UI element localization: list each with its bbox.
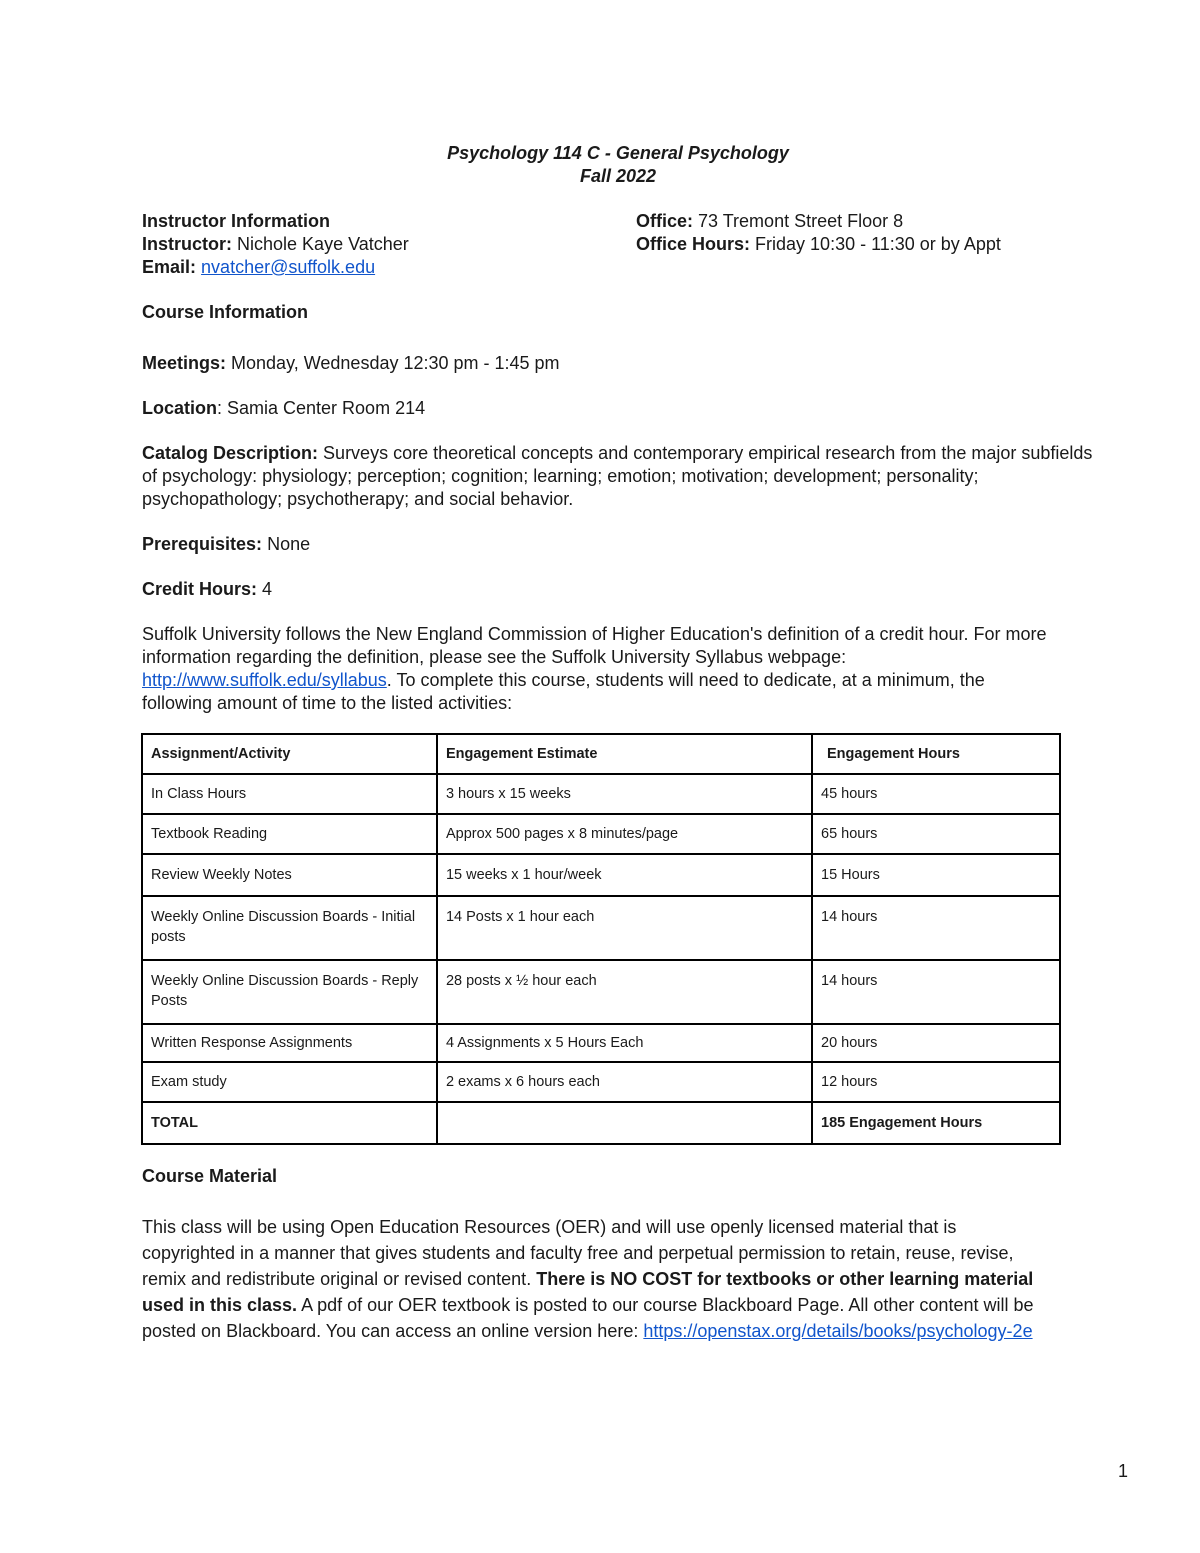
openstax-link[interactable]: https://openstax.org/details/books/psychology-2e	[643, 1321, 1033, 1341]
table-cell: Approx 500 pages x 8 minutes/page	[437, 814, 812, 854]
table-cell: 14 Posts x 1 hour each	[437, 896, 812, 960]
prerequisites-value: None	[267, 534, 311, 554]
prerequisites-label: Prerequisites:	[142, 534, 263, 554]
table-cell: 15 weeks x 1 hour/week	[437, 854, 812, 896]
table-cell: 2 exams x 6 hours each	[437, 1062, 812, 1102]
credit-hours-line	[142, 578, 272, 601]
credit-hour-policy	[142, 623, 1047, 715]
location-value: : Samia Center Room 214	[217, 398, 426, 418]
material-section-heading: Course Material	[142, 1166, 278, 1186]
table-row	[142, 1062, 1060, 1102]
credit-policy-text-1: Suffolk University follows the New England Commission of Higher Education's definition of a credit hour. For more information regarding the definition, please see the Suffolk University Syllabus webpage:	[142, 624, 1047, 667]
meetings-label: Meetings:	[142, 353, 227, 373]
table-row	[142, 854, 1060, 896]
table-cell: Written Response Assignments	[142, 1024, 437, 1062]
material-text-2: A pdf of our OER textbook is posted to our course Blackboard Page. All other content will be posted on Blackboard. You can access an online version here:	[142, 1295, 1034, 1341]
catalog-text: Surveys core theoretical concepts and contemporary empirical research from the major subfields of psychology: physiology; perception; cognition; learning; emotion; motivation; development; personality; psychopathology; psychotherapy; and social behavior.	[142, 443, 1093, 509]
office-value: 73 Tremont Street Floor 8	[698, 211, 904, 231]
office-label: Office:	[636, 211, 694, 231]
email-label: Email:	[142, 257, 197, 277]
total-estimate-cell	[437, 1102, 812, 1144]
meetings-value: Monday, Wednesday 12:30 pm - 1:45 pm	[231, 353, 560, 373]
credit-hours-label: Credit Hours:	[142, 579, 258, 599]
table-header-cell: Engagement Estimate	[437, 734, 812, 774]
table-header-row	[142, 734, 1060, 774]
table-cell: 45 hours	[812, 774, 1060, 814]
table-cell: 28 posts x ½ hour each	[437, 960, 812, 1024]
location-label: Location	[142, 398, 217, 418]
table-row	[142, 774, 1060, 814]
material-paragraph	[142, 1214, 1042, 1344]
table-cell: 3 hours x 15 weeks	[437, 774, 812, 814]
table-row	[142, 1024, 1060, 1062]
email-line	[142, 256, 375, 279]
total-hours-cell: 185 Engagement Hours	[812, 1102, 1060, 1144]
catalog-label: Catalog Description:	[142, 443, 319, 463]
table-cell: 65 hours	[812, 814, 1060, 854]
document-title: Psychology 114 C - General Psychology	[447, 143, 789, 163]
table-cell: 4 Assignments x 5 Hours Each	[437, 1024, 812, 1062]
table-cell: Exam study	[142, 1062, 437, 1102]
table-header-cell: Engagement Hours	[812, 734, 1060, 774]
table-cell: Review Weekly Notes	[142, 854, 437, 896]
meetings-line	[142, 352, 560, 375]
table-cell: 12 hours	[812, 1062, 1060, 1102]
document-term: Fall 2022	[579, 166, 657, 186]
table-cell: Weekly Online Discussion Boards - Reply Posts	[142, 960, 437, 1024]
email-link[interactable]: nvatcher@suffolk.edu	[201, 257, 376, 277]
syllabus-link[interactable]: http://www.suffolk.edu/syllabus	[142, 670, 387, 690]
material-bold-text: There is NO COST for textbooks or other learning material used in this class.	[142, 1269, 1034, 1315]
location-line	[142, 397, 425, 420]
office-hours-value: Friday 10:30 - 11:30 or by Appt	[755, 234, 1001, 254]
table-cell: Textbook Reading	[142, 814, 437, 854]
table-cell: Weekly Online Discussion Boards - Initial posts	[142, 896, 437, 960]
catalog-description	[142, 442, 1107, 511]
table-cell: 14 hours	[812, 960, 1060, 1024]
credit-policy-text-2: . To complete this course, students will need to dedicate, at a minimum, the following amount of time to the listed activities:	[142, 670, 985, 713]
table-cell: 20 hours	[812, 1024, 1060, 1062]
total-label-cell: TOTAL	[142, 1102, 437, 1144]
engagement-table	[141, 733, 1061, 1145]
table-header-cell: Assignment/Activity	[142, 734, 437, 774]
table-row	[142, 896, 1060, 960]
page-number: 1	[1118, 1461, 1129, 1481]
table-cell: 14 hours	[812, 896, 1060, 960]
course-section-heading: Course Information	[142, 302, 309, 322]
office-hours-label: Office Hours:	[636, 234, 751, 254]
credit-hours-value: 4	[262, 579, 273, 599]
table-cell: In Class Hours	[142, 774, 437, 814]
instructor-section-heading: Instructor Information	[142, 211, 330, 231]
office-hours-line	[636, 233, 1001, 256]
table-row	[142, 960, 1060, 1024]
instructor-name: Nichole Kaye Vatcher	[237, 234, 409, 254]
office-line	[636, 210, 903, 233]
table-row	[142, 814, 1060, 854]
table-total-row	[142, 1102, 1060, 1144]
material-text-1: This class will be using Open Education Resources (OER) and will use openly licensed material that is copyrighted in a manner that gives students and faculty free and perpetual permission to retain, reuse, revise, remix and redistribute original or revised content.	[142, 1217, 1014, 1289]
table-cell: 15 Hours	[812, 854, 1060, 896]
instructor-line	[142, 233, 409, 256]
instructor-label: Instructor:	[142, 234, 232, 254]
prerequisites-line	[142, 533, 310, 556]
